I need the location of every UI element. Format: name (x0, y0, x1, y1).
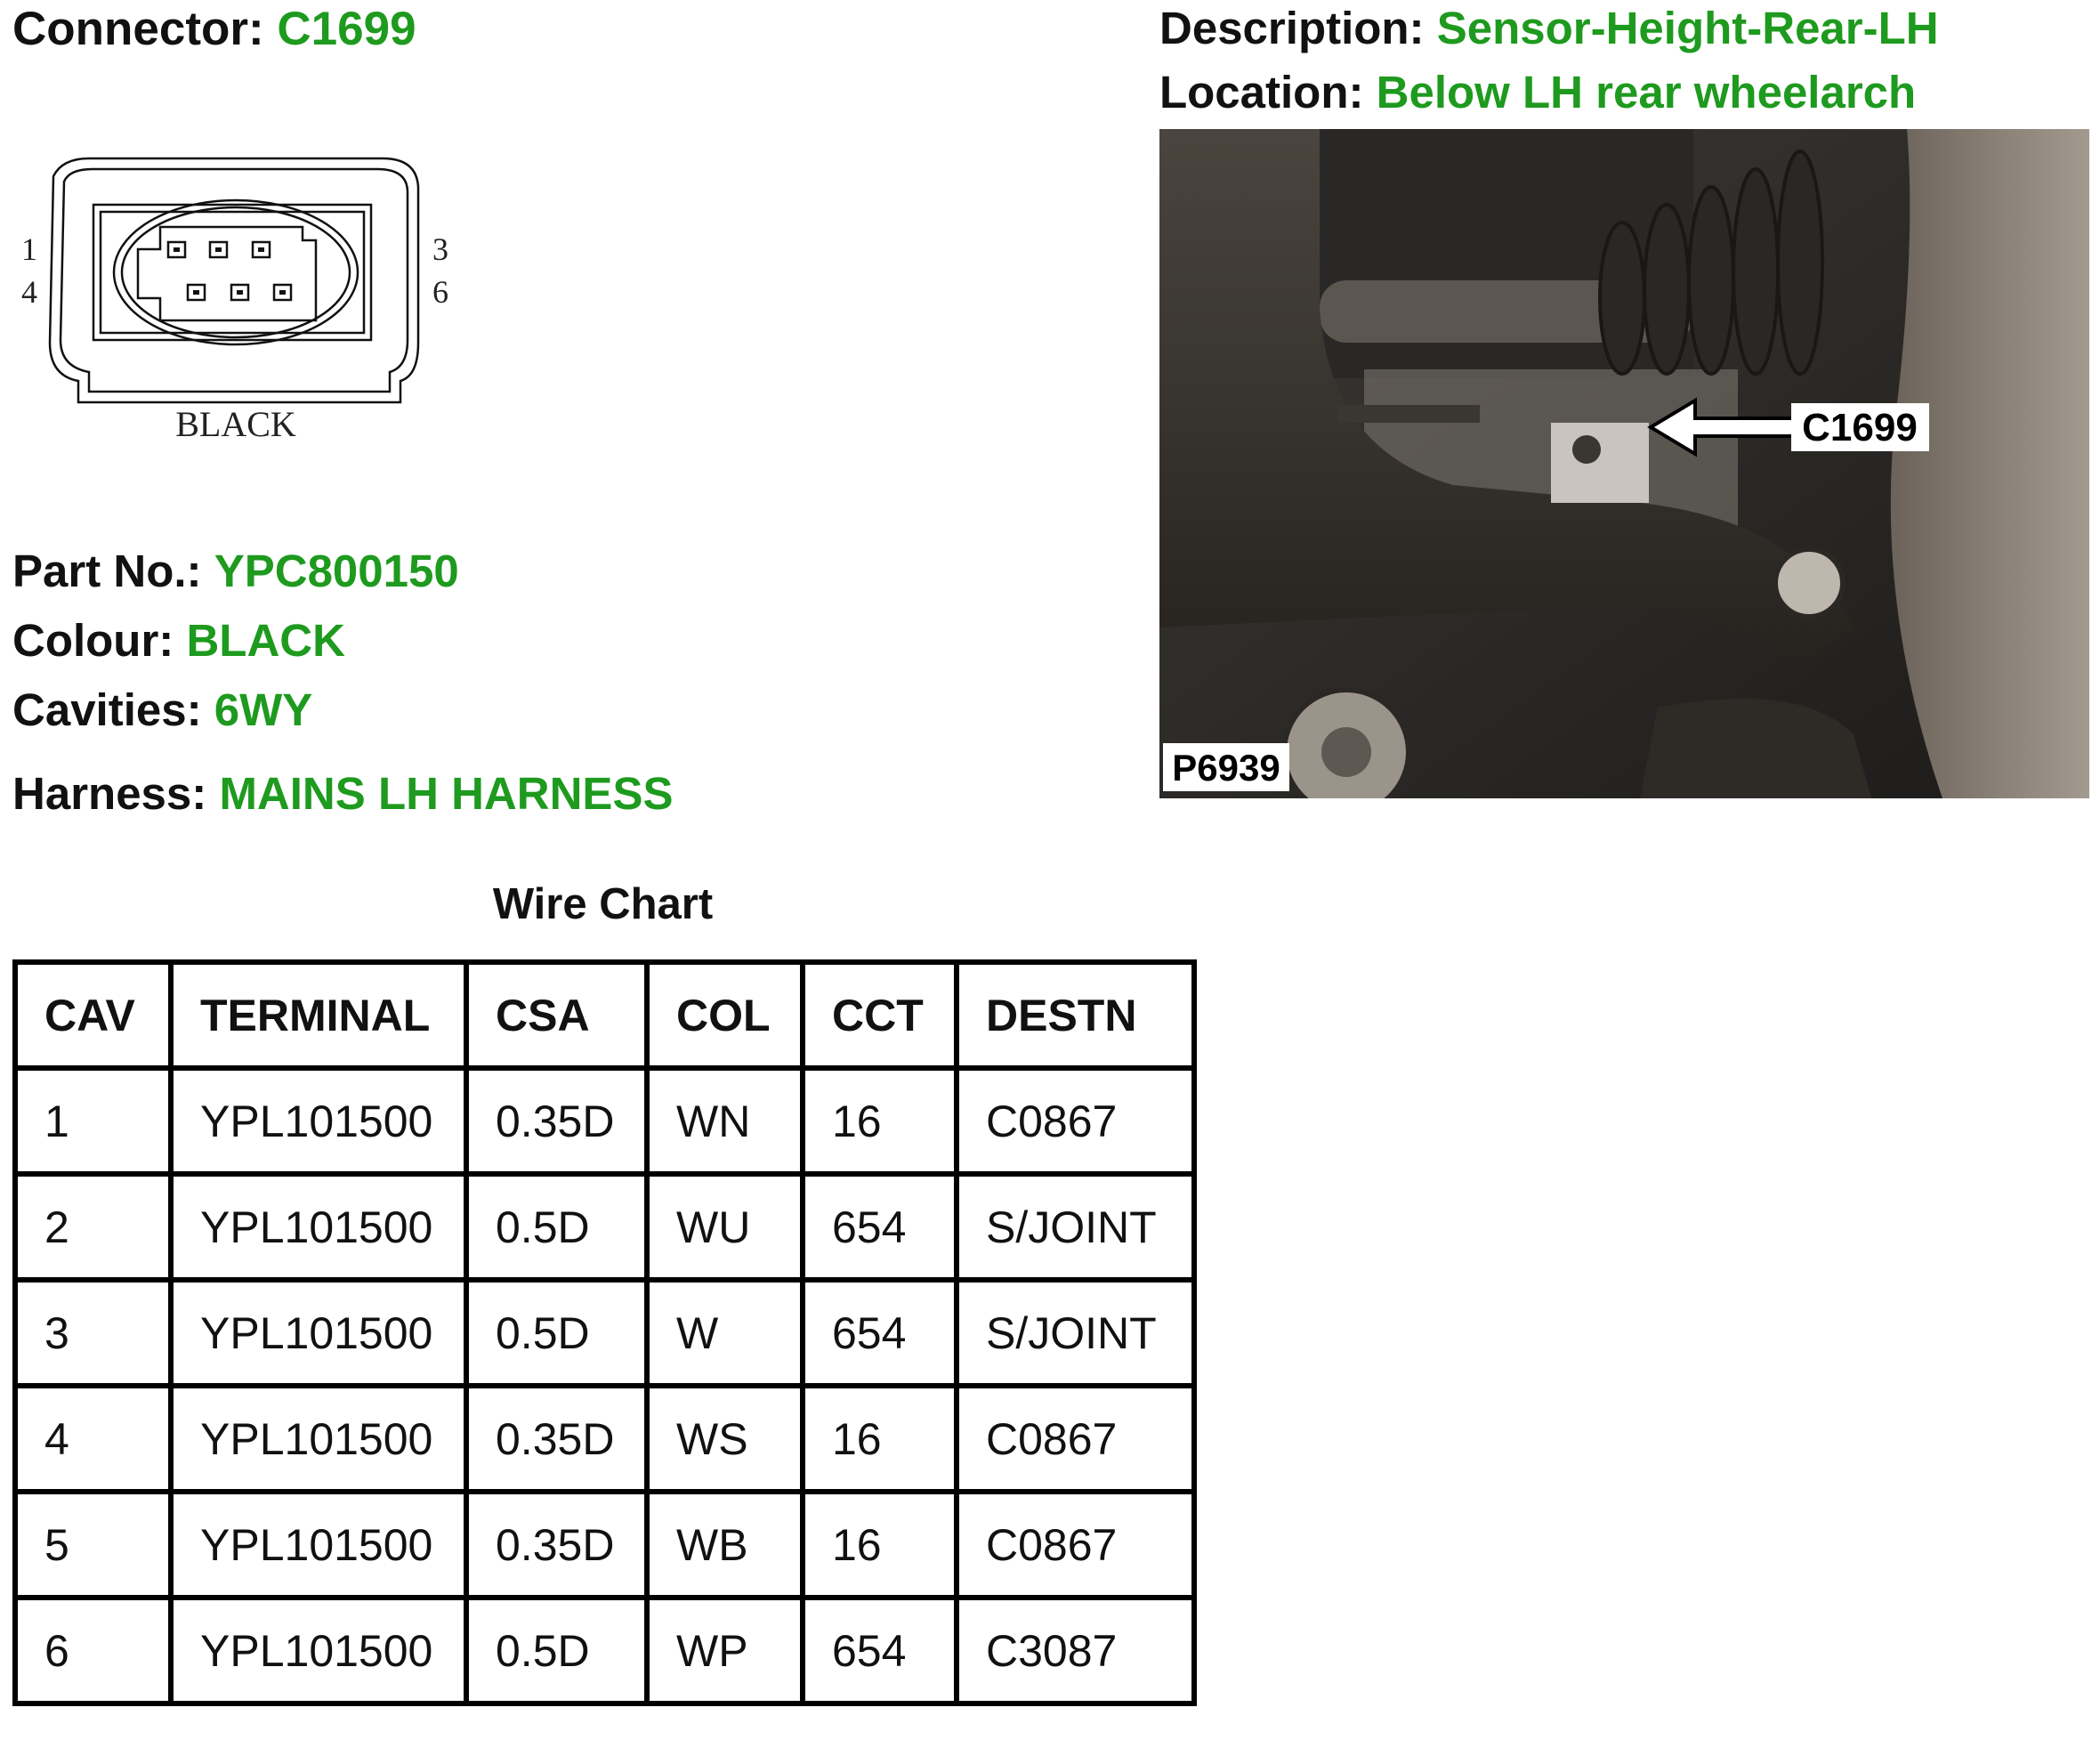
connector-housing-inner (61, 169, 408, 392)
part-number-line (12, 545, 459, 597)
cell-cct: 16 (803, 1386, 957, 1492)
connector-label: Connector: (12, 3, 264, 55)
cell-csa: 0.5D (466, 1280, 647, 1386)
cavities-label: Cavities: (12, 684, 202, 735)
location-value: Below LH rear wheelarch (1376, 67, 1917, 117)
cell-cct: 654 (803, 1598, 957, 1703)
table-row (15, 1386, 1194, 1492)
cell-cav: 6 (15, 1598, 171, 1703)
cell-cav: 4 (15, 1386, 171, 1492)
connector-oval-outer (114, 200, 358, 344)
pin-label-1: 1 (21, 231, 37, 267)
cell-terminal: YPL101500 (171, 1068, 466, 1174)
part-number-label: Part No.: (12, 546, 202, 596)
cell-cav: 5 (15, 1492, 171, 1598)
connector-value: C1699 (277, 3, 416, 55)
cell-destn: C0867 (957, 1068, 1194, 1174)
cavities-line (12, 684, 312, 736)
harness-label: Harness: (12, 768, 207, 819)
cell-col: W (647, 1280, 803, 1386)
location-label: Location: (1159, 67, 1364, 117)
photo-tyre (1891, 129, 2089, 798)
connector-face-inner (101, 212, 364, 333)
table-row (15, 1492, 1194, 1598)
cell-cct: 654 (803, 1280, 957, 1386)
cell-col: WN (647, 1068, 803, 1174)
cell-destn: C3087 (957, 1598, 1194, 1703)
header-cav: CAV (15, 962, 171, 1068)
description-label: Description: (1159, 3, 1425, 53)
cell-terminal: YPL101500 (171, 1598, 466, 1703)
cell-destn: C0867 (957, 1492, 1194, 1598)
pin-label-6: 6 (432, 274, 448, 310)
cell-col: WB (647, 1492, 803, 1598)
colour-label: Colour: (12, 615, 174, 666)
cell-cav: 1 (15, 1068, 171, 1174)
cell-csa: 0.35D (466, 1068, 647, 1174)
header-terminal: TERMINAL (171, 962, 466, 1068)
table-row (15, 1598, 1194, 1703)
wire-chart-title: Wire Chart (492, 880, 714, 928)
cell-csa: 0.5D (466, 1598, 647, 1703)
location-photo (1159, 129, 2089, 798)
cell-col: WU (647, 1174, 803, 1280)
header-cct: CCT (803, 962, 957, 1068)
cell-cav: 3 (15, 1280, 171, 1386)
header-csa: CSA (466, 962, 647, 1068)
cell-csa: 0.5D (466, 1174, 647, 1280)
cell-col: WS (647, 1386, 803, 1492)
header-destn: DESTN (957, 962, 1194, 1068)
table-row (15, 1280, 1194, 1386)
cell-cct: 16 (803, 1068, 957, 1174)
connector-face-diagram (9, 142, 454, 454)
photo-bolt-upper (1775, 549, 1843, 617)
cell-cct: 654 (803, 1174, 957, 1280)
description-line (1159, 2, 1939, 54)
cell-terminal: YPL101500 (171, 1386, 466, 1492)
cell-destn: S/JOINT (957, 1174, 1194, 1280)
cell-destn: S/JOINT (957, 1280, 1194, 1386)
pin-label-3: 3 (432, 231, 448, 267)
cell-cav: 2 (15, 1174, 171, 1280)
cavities-value: 6WY (214, 684, 313, 735)
table-row (15, 1174, 1194, 1280)
location-line (1159, 66, 1916, 118)
cell-csa: 0.35D (466, 1492, 647, 1598)
table-header-row (15, 962, 1194, 1068)
part-number-value: YPC800150 (214, 546, 459, 596)
description-value: Sensor-Height-Rear-LH (1436, 3, 1939, 53)
cell-cct: 16 (803, 1492, 957, 1598)
header-col: COL (647, 962, 803, 1068)
callout-label: C1699 (1802, 406, 1918, 449)
table-row (15, 1068, 1194, 1174)
harness-value: MAINS LH HARNESS (219, 768, 674, 819)
cell-terminal: YPL101500 (171, 1280, 466, 1386)
cell-csa: 0.35D (466, 1386, 647, 1492)
cell-col: WP (647, 1598, 803, 1703)
cell-terminal: YPL101500 (171, 1492, 466, 1598)
colour-line (12, 614, 345, 667)
colour-value: BLACK (186, 615, 345, 666)
wire-chart-table (12, 959, 1197, 1706)
cell-destn: C0867 (957, 1386, 1194, 1492)
cell-terminal: YPL101500 (171, 1174, 466, 1280)
connector-heading (12, 2, 416, 56)
connector-colour-caption: BLACK (175, 404, 296, 444)
photo-ref-label: P6939 (1172, 747, 1280, 789)
pin-label-4: 4 (21, 274, 37, 310)
photo-sensor-body (1551, 423, 1649, 503)
harness-line (12, 767, 673, 820)
